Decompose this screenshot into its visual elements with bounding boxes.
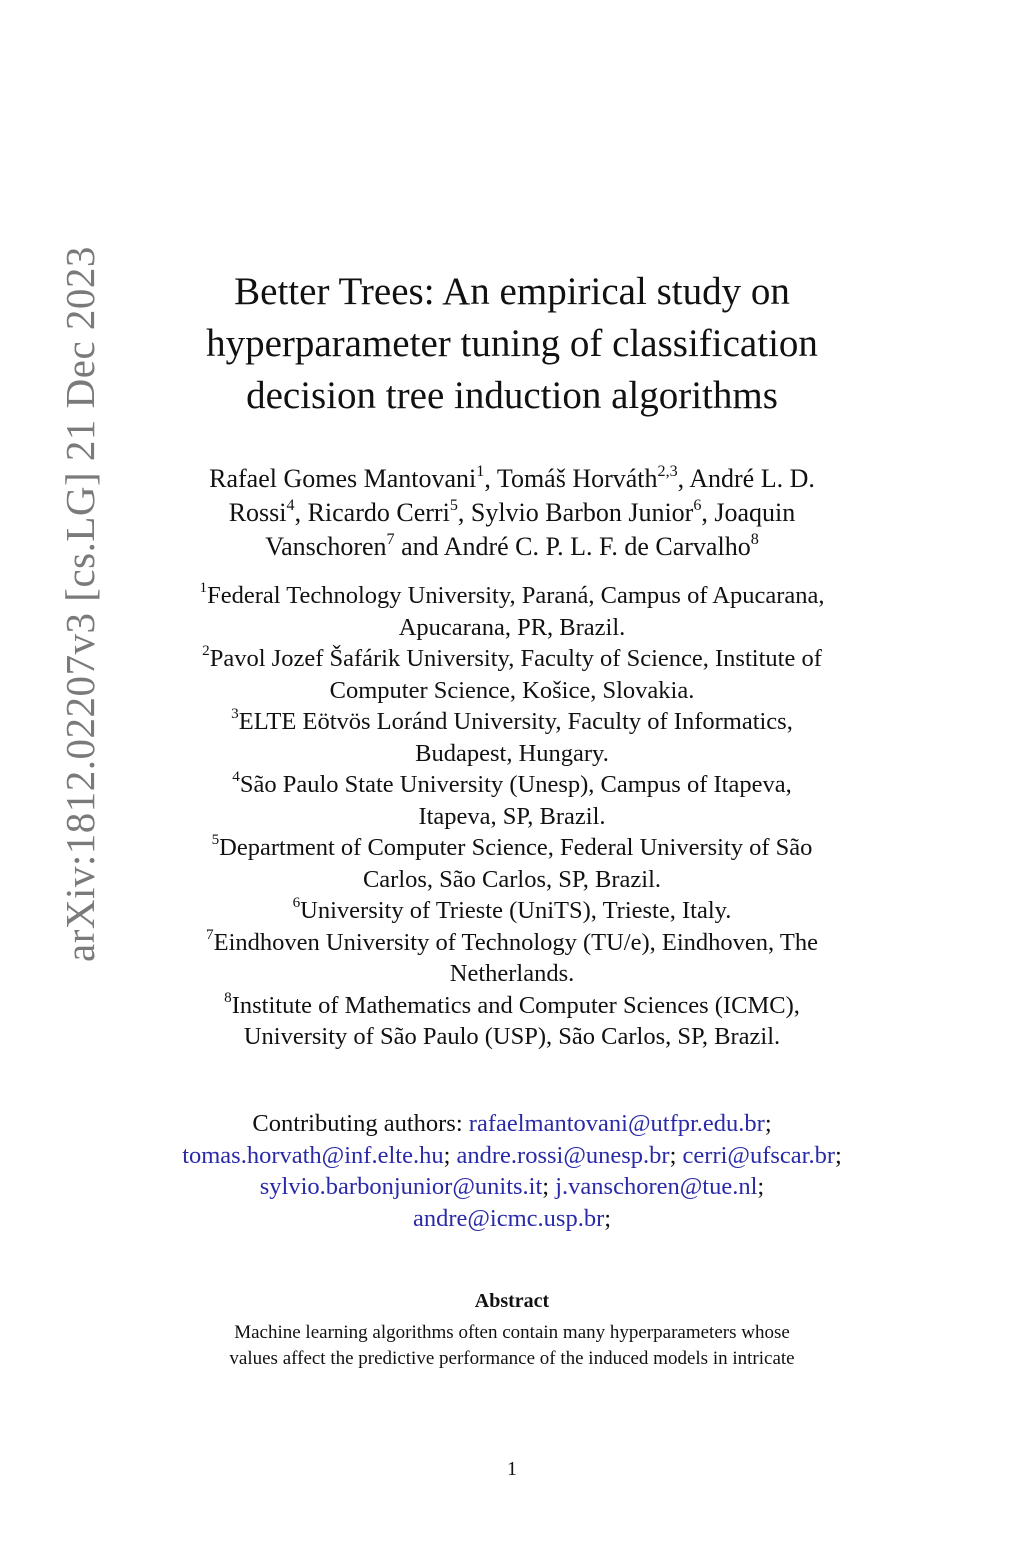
affiliation-list	[140, 580, 884, 1053]
affiliation-text: Department of Computer Science, Federal University of São	[219, 834, 813, 861]
email-link[interactable]: cerri@ufscar.br	[682, 1141, 835, 1169]
author-affil-mark: 2,3	[657, 462, 678, 480]
title-line-3: decision tree induction algorithms	[246, 374, 778, 417]
author-affil-mark: 6	[693, 496, 702, 514]
affiliation-number: 5	[211, 831, 220, 849]
email-link[interactable]: andre@icmc.usp.br	[412, 1204, 605, 1232]
affiliation-text: São Paulo State University (Unesp), Campus of Itapeva,	[239, 771, 792, 798]
affiliation-text: Apucarana, PR, Brazil.	[398, 613, 626, 641]
abstract-line-2: values affect the predictive performance of the induced models in intricate	[229, 1348, 795, 1369]
affiliation-number: 6	[292, 894, 301, 912]
affiliation-number: 3	[231, 705, 239, 723]
author-affil-mark: 5	[449, 496, 458, 514]
affiliation-1	[140, 580, 884, 643]
email-separator: ;	[604, 1204, 612, 1232]
affiliation-7	[140, 927, 884, 990]
author-affil-mark: 8	[750, 530, 759, 548]
affiliation-number: 2	[202, 642, 210, 660]
email-separator: ;	[764, 1110, 772, 1137]
author-affil-mark: 1	[476, 462, 485, 480]
abstract-text	[174, 1320, 850, 1372]
affiliation-text: Eindhoven University of Technology (TU/e), Eindhoven, The	[213, 928, 818, 956]
affiliation-number: 4	[232, 768, 240, 786]
affiliation-text: ELTE Eötvös Loránd University, Faculty of Informatics,	[238, 708, 793, 735]
author-name: Rafael Gomes Mantovani	[209, 464, 477, 493]
email-separator: ;	[669, 1141, 677, 1169]
paper-title	[140, 266, 884, 422]
affiliation-text: University of Trieste (UniTS), Trieste, Italy.	[300, 897, 732, 924]
affiliation-3	[140, 706, 884, 769]
affiliation-text: University of São Paulo (USP), São Carlos, SP, Brazil.	[243, 1023, 781, 1050]
email-separator: ;	[443, 1141, 451, 1169]
author-name: Rossi	[228, 498, 287, 527]
author-affil-mark: 7	[386, 530, 395, 548]
email-link[interactable]: tomas.horvath@inf.elte.hu	[182, 1141, 444, 1169]
affiliation-number: 7	[206, 925, 214, 943]
affiliation-text: Computer Science, Košice, Slovakia.	[329, 676, 695, 704]
abstract-line-1: Machine learning algorithms often contain many hyperparameters whose	[234, 1322, 790, 1343]
email-separator: ;	[757, 1173, 765, 1200]
author-name: , Sylvio Barbon Junior	[457, 498, 694, 527]
affiliation-text: Budapest, Hungary.	[415, 739, 609, 767]
affiliation-number: 8	[224, 988, 232, 1006]
email-link[interactable]: j.vanschoren@tue.nl	[555, 1173, 758, 1200]
author-line-1	[140, 462, 884, 496]
affiliation-text: Carlos, São Carlos, SP, Brazil.	[362, 865, 662, 893]
affiliation-text: Pavol Jozef Šafárik University, Faculty of Science, Institute of	[209, 645, 822, 672]
author-line-2	[140, 496, 884, 530]
title-line-1: Better Trees: An empirical study on	[234, 270, 790, 313]
abstract-heading: Abstract	[474, 1290, 550, 1312]
page-number: 1	[507, 1458, 517, 1480]
affiliation-8	[140, 990, 884, 1053]
affiliation-text: Federal Technology University, Paraná, Campus of Apucarana,	[207, 582, 825, 609]
author-name: , Ricardo Cerri	[294, 498, 450, 527]
email-separator: ;	[542, 1173, 550, 1200]
affiliation-2	[140, 643, 884, 706]
email-link[interactable]: andre.rossi@unesp.br	[456, 1141, 670, 1169]
arxiv-stamp-text: arXiv:1812.02207v3 [cs.LG] 21 Dec 2023	[57, 246, 103, 962]
author-name: and André C. P. L. F. de Carvalho	[394, 532, 751, 561]
affiliation-text: Itapeva, SP, Brazil.	[418, 802, 606, 830]
contributing-label: Contributing authors:	[252, 1110, 469, 1137]
affiliation-5	[140, 832, 884, 895]
author-list	[140, 462, 884, 564]
affiliation-4	[140, 769, 884, 832]
author-name: , André L. D.	[677, 464, 815, 493]
email-separator: ;	[835, 1141, 842, 1169]
email-link[interactable]: rafaelmantovani@utfpr.edu.br	[468, 1110, 765, 1137]
author-affil-mark: 4	[286, 496, 295, 514]
author-name: , Joaquin	[701, 498, 796, 527]
contributing-authors	[140, 1108, 884, 1234]
author-name: Vanschoren	[265, 532, 387, 561]
affiliation-text: Institute of Mathematics and Computer Sciences (ICMC),	[231, 991, 800, 1019]
affiliation-text: Netherlands.	[449, 960, 575, 987]
email-link[interactable]: sylvio.barbonjunior@units.it	[259, 1173, 543, 1200]
affiliation-number: 1	[199, 579, 208, 597]
affiliation-6	[140, 895, 884, 927]
title-line-2: hyperparameter tuning of classification	[206, 322, 818, 365]
author-name: , Tomáš Horváth	[484, 464, 658, 493]
author-line-3	[140, 530, 884, 564]
